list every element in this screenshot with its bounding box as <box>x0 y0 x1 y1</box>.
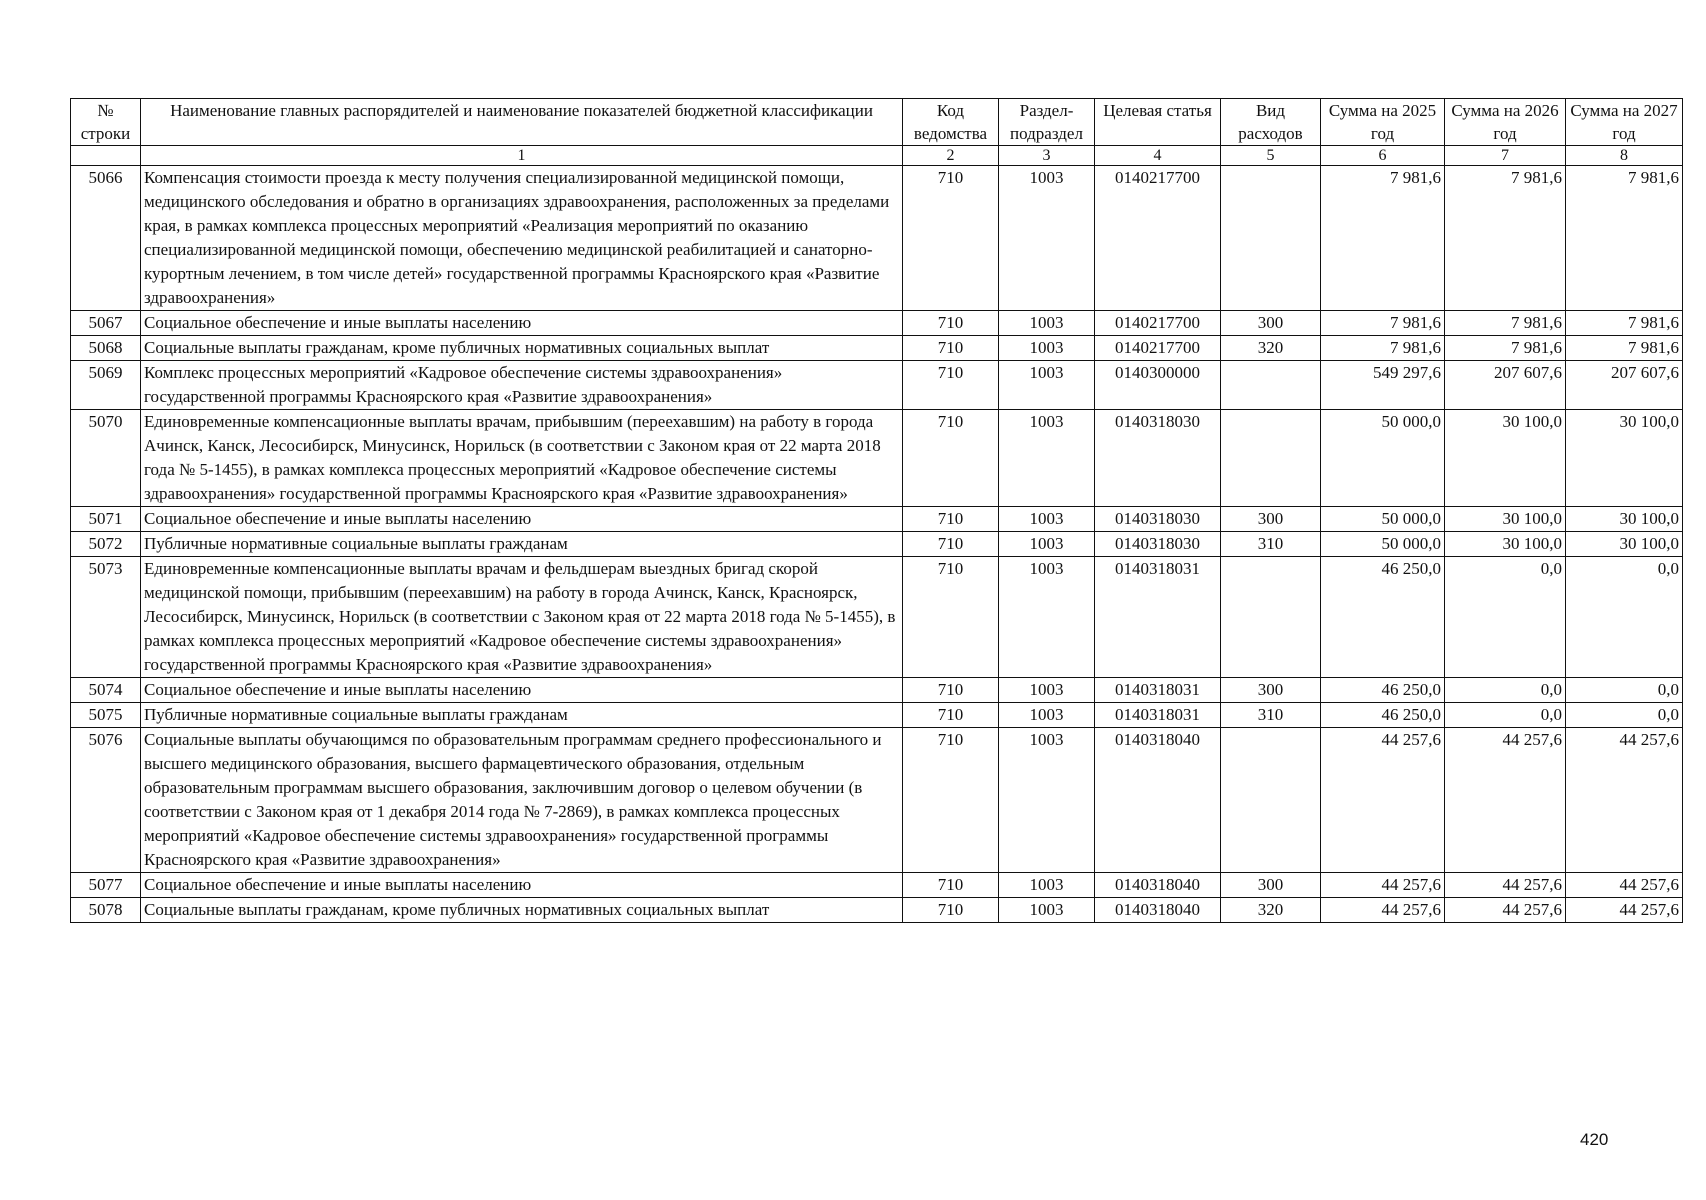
row-name: Социальные выплаты обучающимся по образовательным программам среднего профессионального и высшего медицинского образования, высшего фармацевтического образования, отдельным образовательным программам высшего образования, заключившим договор о целевом обучении (в соответствии с Законом края от 1 декабря 2014 года № 7-2869), в рамках комплекса процессных мероприятий «Кадровое обеспечение системы здравоохранения» государственной программы Красноярского края «Развитие здравоохранения» <box>141 728 903 873</box>
row-number: 5072 <box>71 532 141 557</box>
row-name: Единовременные компенсационные выплаты врачам, прибывшим (переехавшим) на работу в города Ачинск, Канск, Лесосибирск, Минусинск, Норильск (в соответствии с Законом края от 22 марта 2018 года № 5-1455), в рамках комплекса процессных мероприятий «Кадровое обеспечение системы здравоохранения» государственной программы Красноярского края «Развитие здравоохранения» <box>141 410 903 507</box>
ved-code: 710 <box>903 166 999 311</box>
target-article: 0140318030 <box>1095 532 1221 557</box>
sum-2025: 44 257,6 <box>1321 898 1445 923</box>
ved-code: 710 <box>903 678 999 703</box>
column-number <box>71 146 141 166</box>
row-name: Социальное обеспечение и иные выплаты населению <box>141 873 903 898</box>
row-name: Компенсация стоимости проезда к месту получения специализированной медицинской помощи, медицинского обследования и обратно в организациях здравоохранения, расположенных за пределами края, в рамках комплекса процессных мероприятий «Реализация мероприятий по оказанию специализированной медицинской помощи, обеспечению медицинской реабилитацией и санаторно-курортным лечением, в том числе детей» государственной программы Красноярского края «Развитие здравоохранения» <box>141 166 903 311</box>
table-row <box>71 678 1683 703</box>
expense-type: 320 <box>1221 898 1321 923</box>
table-body <box>71 166 1683 923</box>
row-name: Единовременные компенсационные выплаты врачам и фельдшерам выездных бригад скорой медицинской помощи, прибывшим (переехавшим) на работу в города Ачинск, Канск, Красноярск, Лесосибирск, Минусинск, Норильск (в соответствии с Законом края от 22 марта 2018 года № 5-1455), в рамках комплекса процессных мероприятий «Кадровое обеспечение системы здравоохранения» государственной программы Красноярского края «Развитие здравоохранения» <box>141 557 903 678</box>
target-article: 0140217700 <box>1095 166 1221 311</box>
header-row <box>71 99 1683 146</box>
sum-2027: 0,0 <box>1566 703 1683 728</box>
column-number: 2 <box>903 146 999 166</box>
section-code: 1003 <box>999 873 1095 898</box>
row-number: 5071 <box>71 507 141 532</box>
section-code: 1003 <box>999 532 1095 557</box>
row-number: 5076 <box>71 728 141 873</box>
ved-code: 710 <box>903 532 999 557</box>
header-sum-2026: Сумма на 2026 год <box>1445 99 1566 146</box>
row-name: Публичные нормативные социальные выплаты гражданам <box>141 532 903 557</box>
ved-code: 710 <box>903 873 999 898</box>
expense-type: 300 <box>1221 873 1321 898</box>
table-row <box>71 557 1683 678</box>
sum-2027: 207 607,6 <box>1566 361 1683 410</box>
column-number: 6 <box>1321 146 1445 166</box>
section-code: 1003 <box>999 336 1095 361</box>
table-row <box>71 703 1683 728</box>
row-number: 5077 <box>71 873 141 898</box>
sum-2025: 46 250,0 <box>1321 678 1445 703</box>
sum-2025: 7 981,6 <box>1321 166 1445 311</box>
expense-type: 300 <box>1221 678 1321 703</box>
sum-2026: 7 981,6 <box>1445 311 1566 336</box>
section-code: 1003 <box>999 557 1095 678</box>
header-target-article: Целевая статья <box>1095 99 1221 146</box>
sum-2025: 44 257,6 <box>1321 728 1445 873</box>
sum-2025: 7 981,6 <box>1321 336 1445 361</box>
section-code: 1003 <box>999 703 1095 728</box>
sum-2025: 50 000,0 <box>1321 410 1445 507</box>
row-number: 5075 <box>71 703 141 728</box>
target-article: 0140318030 <box>1095 507 1221 532</box>
sum-2027: 30 100,0 <box>1566 507 1683 532</box>
sum-2025: 50 000,0 <box>1321 532 1445 557</box>
target-article: 0140318031 <box>1095 678 1221 703</box>
header-expense-type: Вид расходов <box>1221 99 1321 146</box>
ved-code: 710 <box>903 728 999 873</box>
sum-2027: 7 981,6 <box>1566 311 1683 336</box>
column-number-row <box>71 146 1683 166</box>
sum-2027: 7 981,6 <box>1566 166 1683 311</box>
target-article: 0140217700 <box>1095 311 1221 336</box>
sum-2026: 0,0 <box>1445 703 1566 728</box>
target-article: 0140318040 <box>1095 728 1221 873</box>
column-number: 8 <box>1566 146 1683 166</box>
page-number: 420 <box>1580 1130 1609 1149</box>
table-row <box>71 532 1683 557</box>
target-article: 0140217700 <box>1095 336 1221 361</box>
sum-2027: 0,0 <box>1566 557 1683 678</box>
header-ved-code: Код ведомства <box>903 99 999 146</box>
expense-type <box>1221 728 1321 873</box>
target-article: 0140318030 <box>1095 410 1221 507</box>
header-name: Наименование главных распорядителей и наименование показателей бюджетной классификации <box>141 99 903 146</box>
ved-code: 710 <box>903 898 999 923</box>
section-code: 1003 <box>999 311 1095 336</box>
sum-2026: 0,0 <box>1445 557 1566 678</box>
ved-code: 710 <box>903 703 999 728</box>
target-article: 0140318040 <box>1095 873 1221 898</box>
section-code: 1003 <box>999 361 1095 410</box>
row-name: Социальное обеспечение и иные выплаты населению <box>141 678 903 703</box>
table-row <box>71 336 1683 361</box>
sum-2027: 0,0 <box>1566 678 1683 703</box>
row-name: Социальное обеспечение и иные выплаты населению <box>141 311 903 336</box>
ved-code: 710 <box>903 507 999 532</box>
sum-2026: 7 981,6 <box>1445 336 1566 361</box>
sum-2027: 7 981,6 <box>1566 336 1683 361</box>
row-number: 5070 <box>71 410 141 507</box>
row-number: 5067 <box>71 311 141 336</box>
table-row <box>71 507 1683 532</box>
row-name: Социальные выплаты гражданам, кроме публичных нормативных социальных выплат <box>141 898 903 923</box>
sum-2026: 7 981,6 <box>1445 166 1566 311</box>
target-article: 0140318040 <box>1095 898 1221 923</box>
expense-type: 310 <box>1221 532 1321 557</box>
section-code: 1003 <box>999 507 1095 532</box>
sum-2026: 207 607,6 <box>1445 361 1566 410</box>
row-number: 5073 <box>71 557 141 678</box>
expense-type <box>1221 166 1321 311</box>
column-number: 3 <box>999 146 1095 166</box>
expense-type: 300 <box>1221 507 1321 532</box>
section-code: 1003 <box>999 898 1095 923</box>
row-number: 5068 <box>71 336 141 361</box>
section-code: 1003 <box>999 728 1095 873</box>
row-name: Социальное обеспечение и иные выплаты населению <box>141 507 903 532</box>
sum-2026: 44 257,6 <box>1445 873 1566 898</box>
row-number: 5078 <box>71 898 141 923</box>
header-section: Раздел-подраздел <box>999 99 1095 146</box>
sum-2027: 44 257,6 <box>1566 898 1683 923</box>
table-row <box>71 361 1683 410</box>
header-row-number: № строки <box>71 99 141 146</box>
ved-code: 710 <box>903 336 999 361</box>
sum-2026: 44 257,6 <box>1445 898 1566 923</box>
expense-type <box>1221 361 1321 410</box>
sum-2026: 30 100,0 <box>1445 507 1566 532</box>
row-name: Комплекс процессных мероприятий «Кадровое обеспечение системы здравоохранения» государственной программы Красноярского края «Развитие здравоохранения» <box>141 361 903 410</box>
budget-table <box>70 98 1683 923</box>
ved-code: 710 <box>903 361 999 410</box>
section-code: 1003 <box>999 410 1095 507</box>
sum-2027: 30 100,0 <box>1566 410 1683 507</box>
sum-2025: 44 257,6 <box>1321 873 1445 898</box>
row-number: 5074 <box>71 678 141 703</box>
row-name: Социальные выплаты гражданам, кроме публичных нормативных социальных выплат <box>141 336 903 361</box>
row-number: 5066 <box>71 166 141 311</box>
table-row <box>71 311 1683 336</box>
header-sum-2027: Сумма на 2027 год <box>1566 99 1683 146</box>
row-number: 5069 <box>71 361 141 410</box>
table-row <box>71 410 1683 507</box>
sum-2027: 44 257,6 <box>1566 873 1683 898</box>
target-article: 0140300000 <box>1095 361 1221 410</box>
sum-2025: 549 297,6 <box>1321 361 1445 410</box>
sum-2025: 46 250,0 <box>1321 557 1445 678</box>
column-number: 5 <box>1221 146 1321 166</box>
target-article: 0140318031 <box>1095 703 1221 728</box>
table-row <box>71 873 1683 898</box>
section-code: 1003 <box>999 166 1095 311</box>
sum-2026: 30 100,0 <box>1445 532 1566 557</box>
column-number: 4 <box>1095 146 1221 166</box>
expense-type <box>1221 557 1321 678</box>
ved-code: 710 <box>903 557 999 678</box>
table-row <box>71 898 1683 923</box>
header-sum-2025: Сумма на 2025 год <box>1321 99 1445 146</box>
expense-type: 320 <box>1221 336 1321 361</box>
section-code: 1003 <box>999 678 1095 703</box>
ved-code: 710 <box>903 311 999 336</box>
expense-type: 300 <box>1221 311 1321 336</box>
sum-2027: 44 257,6 <box>1566 728 1683 873</box>
sum-2026: 44 257,6 <box>1445 728 1566 873</box>
row-name: Публичные нормативные социальные выплаты гражданам <box>141 703 903 728</box>
table-row <box>71 728 1683 873</box>
column-number: 7 <box>1445 146 1566 166</box>
sum-2025: 46 250,0 <box>1321 703 1445 728</box>
sum-2026: 0,0 <box>1445 678 1566 703</box>
table-row <box>71 166 1683 311</box>
sum-2026: 30 100,0 <box>1445 410 1566 507</box>
column-number: 1 <box>141 146 903 166</box>
sum-2027: 30 100,0 <box>1566 532 1683 557</box>
target-article: 0140318031 <box>1095 557 1221 678</box>
sum-2025: 7 981,6 <box>1321 311 1445 336</box>
sum-2025: 50 000,0 <box>1321 507 1445 532</box>
expense-type: 310 <box>1221 703 1321 728</box>
ved-code: 710 <box>903 410 999 507</box>
expense-type <box>1221 410 1321 507</box>
